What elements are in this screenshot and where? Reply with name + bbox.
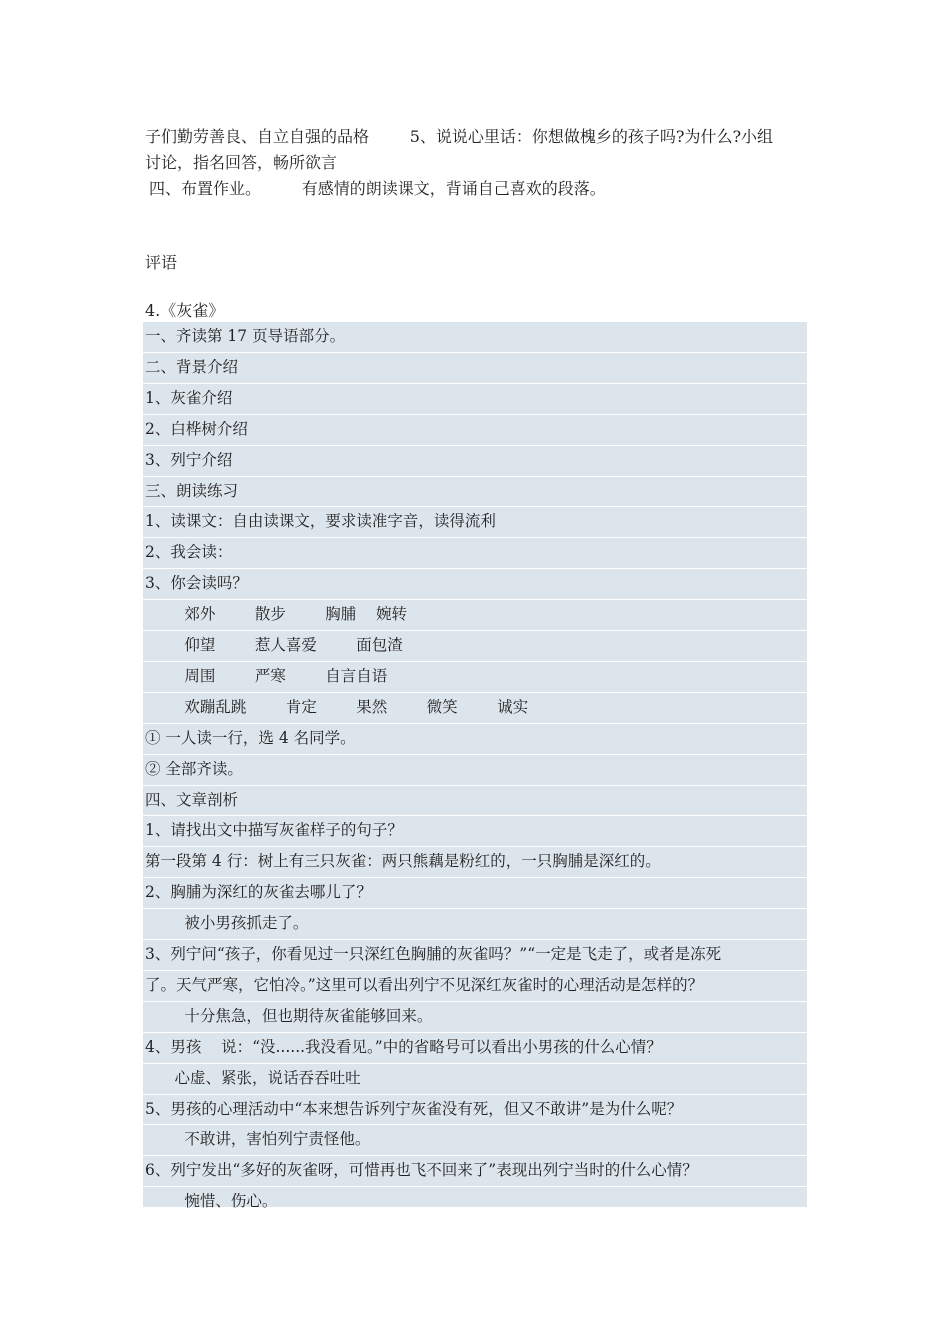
row-separator: [143, 1063, 807, 1064]
answer-line: 心虚、紧张，说话吞吞吐吐: [145, 1068, 361, 1087]
content-line: 第一段第 4 行：树上有三只灰雀：两只熊藕是粉红的，一只胸脯是深红的。: [145, 852, 661, 871]
answer-line: 惋惜、伤心。: [145, 1192, 278, 1211]
row-separator: [143, 1032, 807, 1033]
content-line: 2、白桦树介绍: [145, 419, 248, 438]
word-list-line: 郊外 散步 胸脯 婉转: [145, 605, 407, 624]
word-list-line: 仰望 惹人喜爱 面包渣: [145, 636, 403, 654]
row-separator: [143, 476, 807, 477]
row-separator: [143, 383, 807, 384]
answer-line: 被小男孩抓走了。: [145, 914, 309, 933]
content-line: 三、朗读练习: [145, 481, 239, 500]
row-separator: [143, 1001, 807, 1002]
word-list-line: 周围 严寒 自言自语: [145, 666, 388, 685]
content-line: ① 一人读一行，选 4 名同学。: [145, 728, 356, 747]
answer-line: 不敢讲，害怕列宁责怪他。: [145, 1130, 371, 1149]
row-separator: [143, 568, 807, 569]
content-line: 一、齐读第 17 页导语部分。: [145, 327, 346, 345]
row-separator: [143, 630, 807, 631]
row-separator: [143, 908, 807, 909]
row-separator: [143, 846, 807, 847]
answer-line: 十分焦急，但也期待灰雀能够回来。: [145, 1006, 433, 1025]
content-line: 2、我会读：: [145, 543, 233, 562]
content-line: 5、男孩的心理活动中“本来想告诉列宁灰雀没有死，但又不敢讲”是为什么呢？: [145, 1099, 683, 1118]
row-separator: [143, 692, 807, 693]
row-separator: [143, 1124, 807, 1125]
row-separator: [143, 815, 807, 816]
comment-label: 评语: [145, 253, 178, 272]
row-separator: [143, 1155, 807, 1156]
row-separator: [143, 414, 807, 415]
row-separator: [143, 599, 807, 600]
row-separator: [143, 723, 807, 724]
content-line: 1、灰雀介绍: [145, 388, 233, 407]
content-line: 3、你会读吗？: [145, 574, 248, 593]
content-line: 2、胸脯为深红的灰雀去哪儿了？: [145, 883, 372, 902]
content-line: 4、男孩 说：“没......我没看见。”中的省略号可以看出小男孩的什么心情？: [145, 1037, 662, 1056]
previous-lesson-tail: [145, 124, 815, 202]
row-separator: [143, 537, 807, 538]
content-line: 1、读课文：自由读课文，要求读准字音，读得流利: [145, 512, 496, 531]
row-separator: [143, 506, 807, 507]
row-separator: [143, 785, 807, 786]
row-separator: [143, 754, 807, 755]
row-separator: [143, 352, 807, 353]
row-separator: [143, 1094, 807, 1095]
text-line: 子们勤劳善良、自立自强的品格 5、说说心里话：你想做槐乡的孩子吗?为什么?小组: [145, 127, 774, 146]
word-list-line: 欢蹦乱跳 肯定 果然 微笑 诚实: [145, 697, 529, 716]
text-line: 讨论，指名回答，畅所欲言: [145, 153, 338, 172]
content-line: 1、请找出文中描写灰雀样子的句子？: [145, 821, 403, 840]
content-line: 二、背景介绍: [145, 357, 239, 376]
row-separator: [143, 445, 807, 446]
row-separator: [143, 1186, 807, 1187]
row-separator: [143, 661, 807, 662]
row-separator: [143, 877, 807, 878]
content-line: 6、列宁发出“多好的灰雀呀，可惜再也飞不回来了”表现出列宁当时的什么心情？: [145, 1161, 698, 1180]
content-line: ② 全部齐读。: [145, 759, 243, 778]
content-line: 3、列宁介绍: [145, 450, 233, 469]
row-separator: [143, 939, 807, 940]
row-separator: [143, 970, 807, 971]
content-line: 四、文章剖析: [145, 790, 239, 809]
content-line: 3、列宁问“孩子，你看见过一只深红色胸脯的灰雀吗？”“一定是飞走了，或者是冻死: [145, 945, 722, 963]
text-line: 四、布置作业。 有感情的朗读课文，背诵自己喜欢的段落。: [149, 179, 606, 198]
lesson-title: 4.《灰雀》: [145, 301, 225, 320]
lesson-content-block: [143, 322, 807, 1211]
content-line: 了。天气严寒，它怕冷。”这里可以看出列宁不见深红灰雀时的心理活动是怎样的？: [145, 975, 704, 994]
